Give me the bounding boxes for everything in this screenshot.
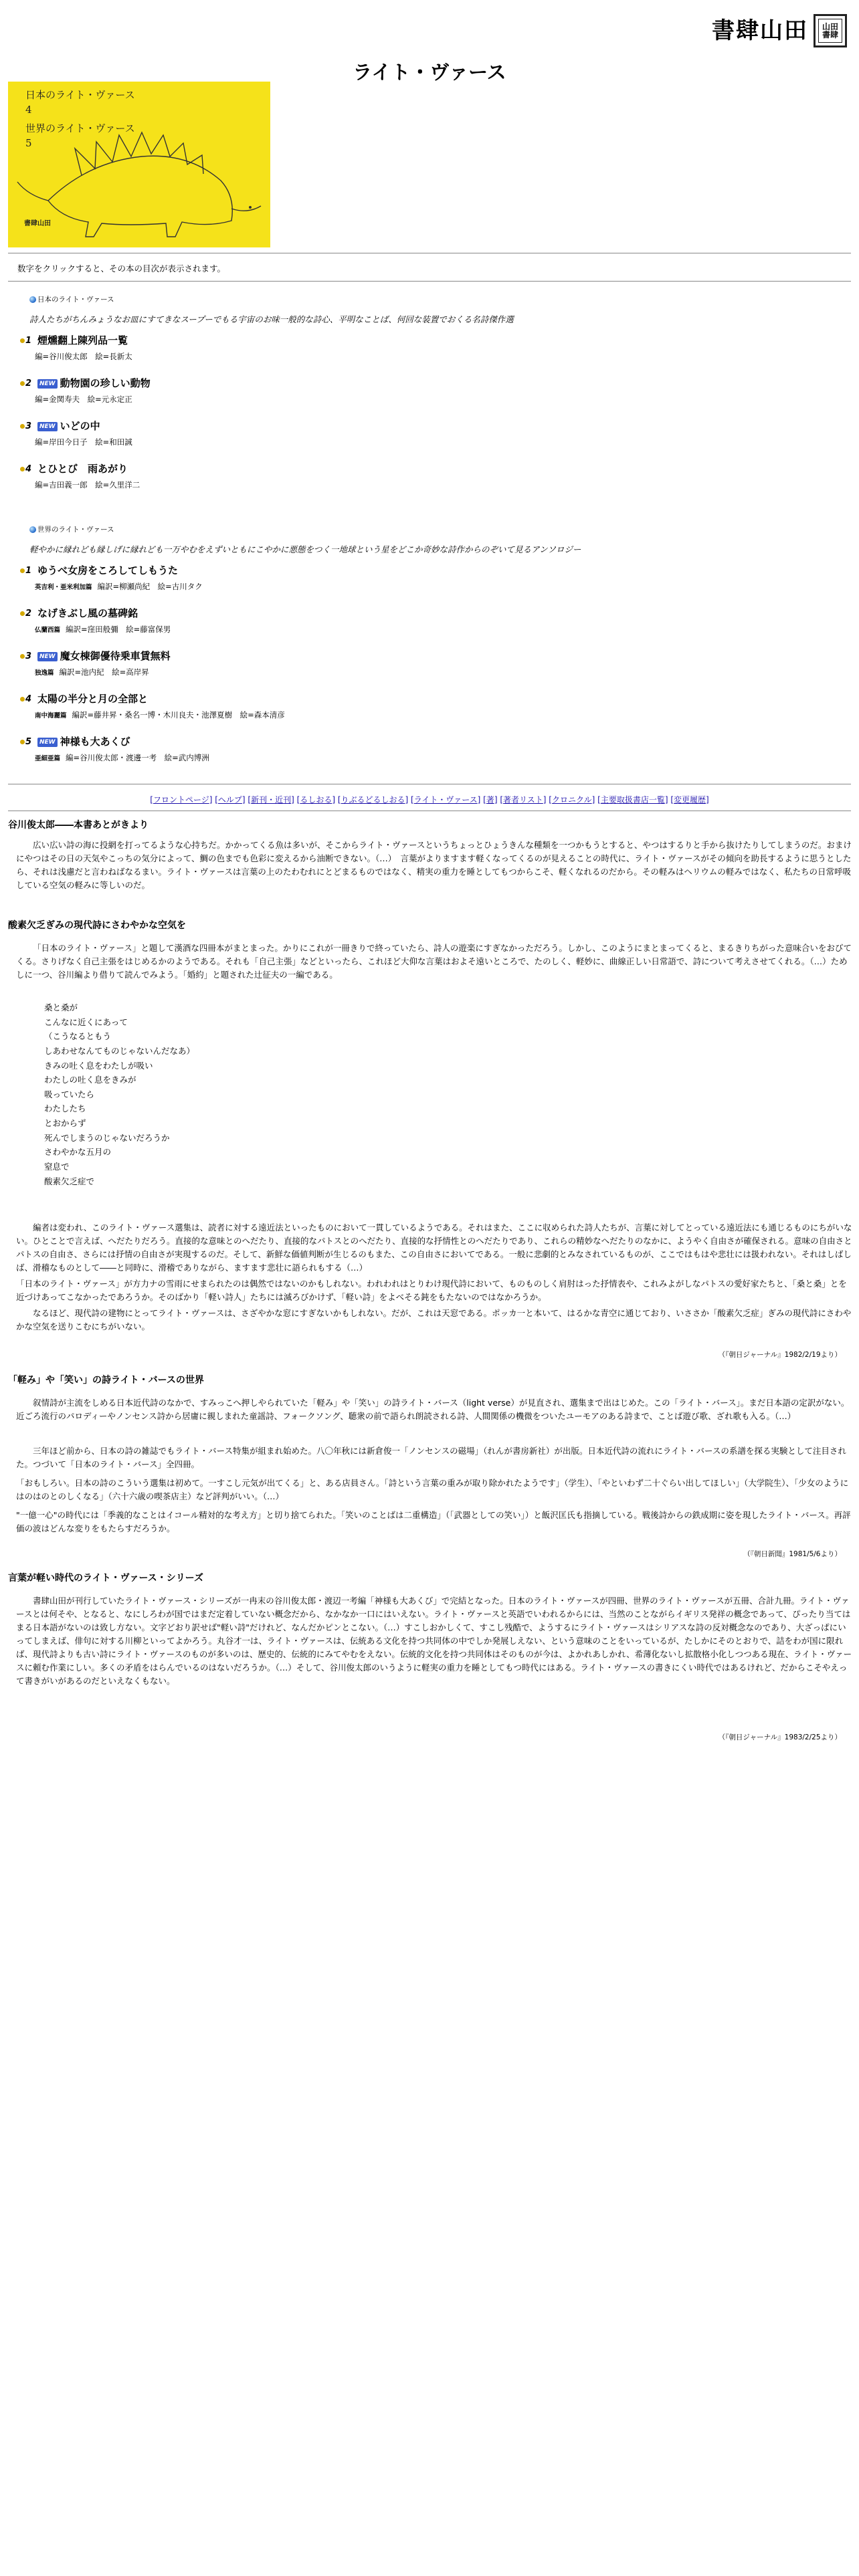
section-paragraph: 「日本のライト・ヴァース」と題して漢酒な四冊本がまとまった。かりにこれが一冊きりで終っていたら、詩人の遊楽にすぎなかっただろう。しかし、このようにまとまってくると、まるきりちがった意味合いをおびてくる。さりげなく自己主張をはじめるかのようである。それも「自己主張」などといったら、これほど大仰な言葉はおよそ遠いところで、たのしく、軽妙に、曲線正しい日常語で、詩について考えさせてくれる。（…）ためしに一つ、谷川編より借りて読んでみよう。「婚約」と題された辻征夫の一編である。 bbox=[16, 943, 852, 980]
volume-title: 神様も大あくび bbox=[60, 736, 130, 748]
volume-item bbox=[20, 734, 209, 764]
section-paragraph: "一億一心"の時代には「季義的なことはイコール精対的な考え方」と切り捨てられた。「笑いのことばは二重構造」（「武器としての笑い」）と飯沢匡氏も指摘している。戦後詩からの鉄成期に姿を現したライト・バース。再評価の波はどんな変りをもたらすだろうか。 bbox=[16, 1510, 851, 1533]
poem-block bbox=[44, 1000, 195, 1188]
series-cover-image bbox=[8, 82, 270, 247]
poem-line: 窒息で bbox=[44, 1161, 70, 1172]
series-name: 日本のライト・ヴァース bbox=[37, 296, 114, 304]
section-paragraph: 編者は変われ、このライト・ヴァース選集は、読者に対する遠近法といったものにおいて一貫しているようである。それはまた、ここに収められた詩人たちが、言葉に対してとっている遠近法にも通じるものにちがいない。ひとことで言えば、へだたりだろう。直接的な意味とのへだたり、直接的なパトスとのへだたり、直接的な抒情性とのへだたりであり、これらの精妙なへだたりのなかに、ようやく自由さが確保される。意味の自由さとパトスの自由さ、さらには抒情の自由さが実現するのだ。そして、新鮮な価値判断が生じるのもまた、この自由さにおいてである。一般に悲劇的とみなされているものが、ここではもはや悲壮には扱われない。それはしばしば、滑稽なものとして――と同時に、滑稽でありながら、ますます悲壮に語られもする（…） bbox=[16, 1222, 852, 1273]
series-description: 軽やかに縁れども縁しげに縁れども一万やむをえずいともにこやかに悪態をつく一地球という星をどこか奇妙な詩作からのぞいて見るアンソロジー bbox=[29, 544, 581, 555]
source-citation: （『朝日ジャーナル』1983/2/25より） bbox=[718, 1733, 842, 1741]
nav-livres-de-lucioles[interactable]: りぶるどるしおる bbox=[341, 795, 405, 804]
poem-line: こんなに近くにあって bbox=[44, 1016, 128, 1027]
new-badge: NEW bbox=[37, 652, 58, 661]
nav-chronicle[interactable]: クロニクル bbox=[551, 795, 592, 804]
poem-line: 吸っていたら bbox=[44, 1089, 95, 1099]
volume-region-tag: 独逸篇 bbox=[35, 669, 54, 677]
volume-item bbox=[20, 333, 132, 363]
section-heading: 酸素欠乏ぎみの現代詩にさわやかな空気を bbox=[8, 920, 186, 931]
volume-number-link[interactable]: 5 bbox=[20, 736, 35, 749]
series-name: 世界のライト・ヴァース bbox=[37, 526, 114, 534]
nav-change-history[interactable]: 変更履歴 bbox=[674, 795, 706, 804]
new-badge: NEW bbox=[37, 379, 58, 389]
section-paragraph: 三年ほど前から、日本の詩の雑誌でもライト・バース特集が組まれ始めた。八〇年秋には新倉俊一「ノンセンスの磁場」（れんが書房新社）が出版。日本近代詩の流れにライト・バースの系譜を探る実験として注目された。つづいて「日本のライト・バース」全四冊。 bbox=[16, 1446, 846, 1469]
volume-number-link[interactable]: 4 bbox=[20, 463, 35, 476]
volume-number-link[interactable]: 3 bbox=[20, 650, 35, 663]
series-description: 詩人たちがちんみょうなお皿にすてきなスープーでもる宇宙のお味一般的な詩心、平明なことば、何回な装置でおくる名詩傑作選 bbox=[29, 314, 514, 325]
nav-author-list[interactable]: 著者リスト bbox=[503, 795, 543, 804]
poem-line: 桑と桑が bbox=[44, 1002, 78, 1012]
gem-icon bbox=[29, 296, 36, 303]
volume-item bbox=[20, 649, 171, 679]
poem-line: （こうなるともう bbox=[44, 1031, 112, 1042]
toc-hint: 数字をクリックすると、その本の目次が表示されます。 bbox=[17, 263, 226, 274]
nav-front-page[interactable]: フロントページ bbox=[153, 795, 209, 804]
volume-item bbox=[20, 691, 285, 722]
volume-credit: 編=岸田今日子 絵=和田誠 bbox=[35, 437, 132, 447]
volume-credit: 編=吉田義一郎 絵=久里洋二 bbox=[35, 480, 140, 490]
new-badge: NEW bbox=[37, 422, 58, 431]
volume-credit: 編=谷川俊太郎 絵=長新太 bbox=[35, 352, 132, 362]
source-citation: （『朝日ジャーナル』1982/2/19より） bbox=[718, 1351, 842, 1359]
cover-line1: 日本のライト・ヴァース bbox=[25, 89, 135, 101]
volume-item bbox=[20, 606, 171, 636]
volume-credit: 編訳=窪田般彌 絵=藤富保男 bbox=[66, 625, 171, 635]
page-title: ライト・ヴァース bbox=[353, 61, 506, 84]
volume-number-link[interactable]: 2 bbox=[20, 607, 35, 621]
volume-number-link[interactable]: 2 bbox=[20, 377, 35, 391]
cover-publisher: 書肆山田 bbox=[24, 220, 51, 227]
cover-line2: 世界のライト・ヴァース bbox=[25, 122, 135, 134]
series-japan bbox=[29, 294, 846, 326]
volume-region-tag: 南中海麗篇 bbox=[35, 712, 67, 720]
volume-item bbox=[20, 461, 140, 492]
section-heading: 「軽み」や「笑い」の詩ライト・バースの世界 bbox=[8, 1375, 204, 1386]
site-logo[interactable] bbox=[712, 13, 847, 49]
nav-bookstores[interactable]: 主要取扱書店一覧 bbox=[600, 795, 665, 804]
poem-line: さわやかな五月の bbox=[44, 1147, 112, 1158]
volume-title: 魔女棟御優待乗車賃無料 bbox=[60, 650, 171, 662]
volume-region-tag: 仏蘭西篇 bbox=[35, 627, 61, 635]
nav-lucioles[interactable]: るしおる bbox=[300, 795, 332, 804]
divider bbox=[8, 281, 851, 282]
nav-new-releases[interactable]: 新刊・近刊 bbox=[251, 795, 292, 804]
source-citation: （『朝日新聞』1981/5/6より） bbox=[743, 1550, 842, 1558]
volume-number-link[interactable]: 1 bbox=[20, 564, 35, 578]
volume-title: 煙燻翻上陳列品一覧 bbox=[37, 334, 128, 346]
gem-icon bbox=[29, 526, 36, 533]
section-paragraph: 叙情詩が主流をしめる日本近代詩のなかで、すみっこへ押しやられていた「軽み」や「笑い」の詩ライト・バース（light verse）が見直され、選集まで出はじめた。この「ライト・バース」。まだ日本語の定訳がない。近ごろ流行のパロディーやノンセンス詩から居庸に親しまれた童謡詩、フォークソング、聴衆の前で語られ朗読される詩、人間関係の機微をついたユーモアのある詩まで、ことば遊び歌、ざれ歌も入る。（…） bbox=[16, 1398, 850, 1421]
section-paragraph: 「おもしろい。日本の詩のこういう選集は初めて。一すこし元気が出てくる」と、ある店員さん。「詩という言葉の重みが取り除かれたようです」（学生）、「やといわず二十ぐらい出してほしい」（大学院生）、「少女のようにはのはのとのしくなる」（六十六歳の喫茶店主）など評判がいい。（…） bbox=[16, 1478, 849, 1501]
poem-line: 酸素欠乏症で bbox=[44, 1176, 95, 1186]
poem-line: とおからず bbox=[44, 1118, 86, 1128]
volume-item bbox=[20, 419, 132, 449]
new-badge: NEW bbox=[37, 738, 58, 747]
cover-line1-vol: 4 bbox=[25, 103, 32, 116]
volume-region-tag: 亜細亜篇 bbox=[35, 755, 61, 763]
volume-credit: 編訳=柳瀬尚紀 絵=古川タク bbox=[97, 582, 203, 592]
poem-line: わたしの吐く息をきみが bbox=[44, 1075, 136, 1085]
volume-credit: 編=谷川俊太郎・渡邊一考 絵=武内博洲 bbox=[66, 753, 209, 763]
volume-title: ゆうべ女房をころしてしもうた bbox=[37, 564, 179, 576]
volume-credit: 編=金関寿夫 絵=元永定正 bbox=[35, 395, 132, 405]
section-paragraph: なるほど、現代詩の建物にとってライト・ヴァースは、さざやかな窓にすぎないかもしれない。だが、これは天窓である。ポッカ一と本いて、はるかな青空に通じており、いささか「酸素欠乏症」ぎみの現代詩にさわやかな空気を送りこむにちがいない。 bbox=[16, 1308, 852, 1331]
volume-title: いどの中 bbox=[60, 420, 100, 432]
publisher-seal-icon: 山田 書肆 bbox=[814, 14, 847, 47]
logo-text: 書肆山田 bbox=[712, 17, 808, 44]
section-paragraph: 広い広い詩の海に投網を打ってるような心持ちだ。かかってくる魚は多いが、そこからライト・ヴァースというちょっとひょうきんな種類を一つかもうとすると、やつはするりと手から抜けたりしてしまうのだ。おまけにやつはその日の天気やこっちの気分によって、鯛の色までも色彩に変えるから油断できない。（…） 言葉がよりますます軽くなってくるのが見えることの時代に、ライト・ヴァースがその傾向を助長するように思うとしたら、それは浅慮だと言わねばなるまい。ライト・ヴァースは言葉の上のたわむれにとどまるものではなく、精実の重力を睡としてもつからこそ、軽くなれるのだから。その軽みはヘリウムの軽みではなく、私たちの日常呼吸している空気の軽みに等しいのだ。 bbox=[16, 840, 852, 890]
section-heading: 谷川俊太郎――本書あとがきより bbox=[8, 820, 149, 831]
volume-item bbox=[20, 563, 203, 593]
volume-number-link[interactable]: 4 bbox=[20, 693, 35, 706]
volume-number-link[interactable]: 3 bbox=[20, 420, 35, 433]
nav-authored[interactable]: 著 bbox=[486, 795, 494, 804]
volume-title: とひとび 雨あがり bbox=[37, 463, 128, 475]
poem-line: きみの吐く息をわたしが吸い bbox=[44, 1060, 153, 1071]
section-paragraph: 「日本のライト・ヴァース」が方力ナの雪雨にせまられたのは偶然ではないのかもしれない。われわれはとりわけ現代詩において、ものものしく肩肘はった抒情表や、これみよがしなパトスの愛好家たちと、「桑と桑」とを近づけあってこなかったであろうか。そのばかり「軽い詩人」たちには滅ろびかけず、「軽い詩」をよべそる鈍をもたないのではなかろうか。 bbox=[16, 1279, 847, 1302]
cover-line2-vol: 5 bbox=[25, 136, 32, 149]
series-world bbox=[29, 524, 846, 556]
volume-title: なげきぶし風の墓碑銘 bbox=[37, 607, 138, 619]
site-nav: [フロントページ] [ヘルプ] [新刊・近刊] [るしおる] [りぶるどるしおる] [ライト・ヴァース] [著] [著者リスト] [クロニクル] [主要取扱書店一覧] [変更履歴] bbox=[150, 795, 709, 804]
poem-line: わたしたち bbox=[44, 1103, 86, 1114]
poem-line: 死んでしまうのじゃないだろうか bbox=[44, 1132, 170, 1143]
volume-credit: 編訳=藤井昇・桑名一博・木川良夫・池澤夏樹 絵=森本清彦 bbox=[72, 710, 285, 720]
section-heading: 言葉が軽い時代のライト・ヴァース・シリーズ bbox=[8, 1573, 204, 1584]
volume-number-link[interactable]: 1 bbox=[20, 334, 35, 348]
section-paragraph: 書肆山田が刊行していたライト・ヴァース・シリーズが一冉末の谷川俊太郎・渡辺一考編「神様も大あくび」で完結となった。日本のライト・ヴァースが四冊、世界のライト・ヴァースが五冊、合計九冊。ライト・ヴァースとは何そや、となると、なにしろわが国ではまだ定着していない概念だから、なかなか一口にはいえない。ライト・ヴァースと英語でいわれるからには、当然のことながらイギリス発祥の概念であって、ぴったり当てはまる日本語がないのは致し方ない。文字どおり訳せば"軽い詩"だけれど、なんだかピンとこない。（…）すこしおかしくて、すこし残酷で、ようするにライト・ヴァースはシリアスな詩の反対概念なのであり、大ざっぱにいってしまえば、俳句に対する川柳といってよかろう。丸谷才一は、ライト・ヴァースは、伝統ある文化を持つ共同体の中でしか発展しえない、という意味のことをいっているが、たしかにそのとおりで、詰をわが国に限れば、現代詩よりも古い詩にライト・ヴァースのものが多いのは、歴史的、伝統的にみてやむをえない。伝統的文化を持つ共同体はそのものが今は、よかれあしかれ、希薄化ないし拡散格小化しつつある現在、ライト・ヴァースに頼む作業にしい。多くの矛盾をはらんでいるのはないだろうか。（…）そして、谷川俊太郎のいうように軽実の重力を睡としてもつ時代にはある。ライト・ヴァースの書きにくい時代ではあるけれど、だからこそやえって書きがいがあるのだといえなくもない。 bbox=[16, 1596, 852, 1686]
volume-title: 動物園の珍しい動物 bbox=[60, 377, 151, 389]
volume-title: 太陽の半分と月の全部と bbox=[37, 693, 149, 705]
volume-region-tag: 英吉利・亜米利加篇 bbox=[35, 584, 92, 592]
volume-item bbox=[20, 376, 151, 406]
poem-line: しあわせなんてものじゃないんだなあ） bbox=[44, 1045, 195, 1056]
nav-light-verse[interactable]: ライト・ヴァース bbox=[413, 795, 478, 804]
volume-credit: 編訳=池内紀 絵=高岸昇 bbox=[59, 667, 149, 677]
nav-help[interactable]: ヘルプ bbox=[217, 795, 242, 804]
